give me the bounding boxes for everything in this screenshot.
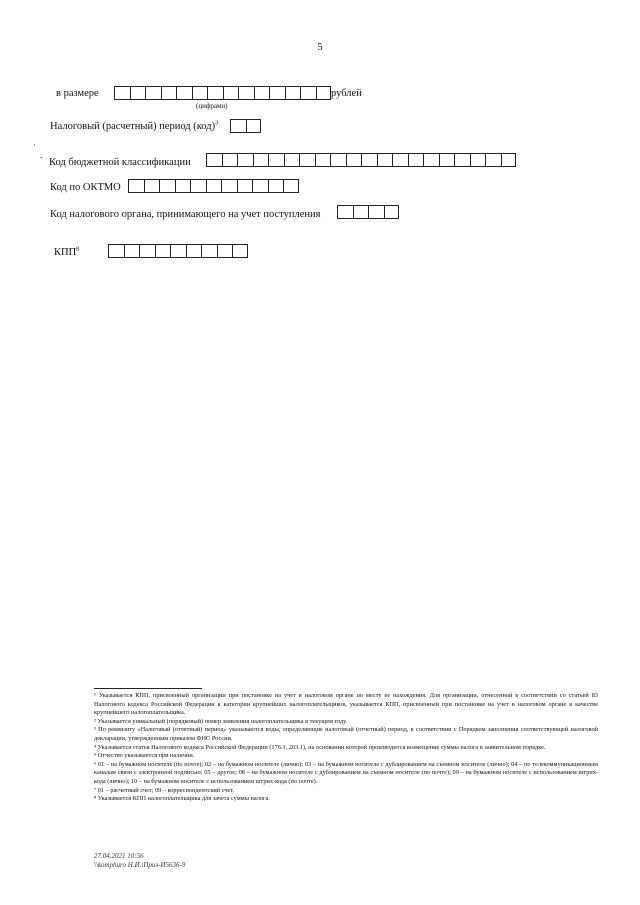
- input-cell[interactable]: [284, 153, 300, 167]
- input-cell[interactable]: [253, 153, 269, 167]
- input-cell[interactable]: [176, 86, 192, 100]
- input-cell[interactable]: [392, 153, 408, 167]
- input-cell[interactable]: [377, 153, 393, 167]
- footnote-4: ⁴ Указывается статья Налогового кодекса Российской Федерации (176.1, 203.1), на основании которой производится возмещение суммы налога в заявительном порядке.: [94, 743, 546, 751]
- input-cell[interactable]: [252, 179, 268, 193]
- input-cell[interactable]: [145, 86, 161, 100]
- input-cell[interactable]: [470, 153, 486, 167]
- print-stamp: [94, 852, 185, 870]
- tax-period-label: [50, 121, 218, 132]
- tax-authority-label: Код налогового органа, принимающего на учет поступления: [50, 209, 321, 220]
- input-cell[interactable]: [361, 153, 377, 167]
- margin-mark: ·: [33, 140, 36, 150]
- oktmo-label: Код по ОКТМО: [50, 182, 121, 193]
- footnote-6: ⁶ 01 – на бумажном носителе (по почте); 02 – на бумажном носителе (лично); 03 – на бумажном носителе с дублированием на съемном носителе (лично); 04 – по телекоммуникационным каналам связи с электронной подписью; 05 – другое; 08 – на бумажном носителе с дублированием на съемном носителе (по почте); 09 – на бумажном носителе с использованием штрих-кода (лично); 10 – на бумажном носителе с использованием штрих-кода (по почте).: [94, 760, 598, 785]
- kpp-footnote-ref: 8: [76, 245, 80, 253]
- footnote-5: ⁵ Отчество указывается при наличии.: [94, 752, 195, 760]
- footnote-3: ³ По реквизиту «Налоговый (отчетный) период» указываются коды, определяющие налоговый (отчетный) период, в соответствии с Порядком заполнения соответствующей налоговой декларации, утвержденным приказом ФНС России.: [94, 726, 598, 742]
- footnote-rule: [94, 688, 202, 689]
- input-cell[interactable]: [170, 244, 186, 258]
- input-cell[interactable]: [108, 244, 124, 258]
- input-cell[interactable]: [222, 153, 238, 167]
- input-cell[interactable]: [346, 153, 362, 167]
- input-cell[interactable]: [268, 179, 284, 193]
- input-cell[interactable]: [238, 86, 254, 100]
- input-cell[interactable]: [316, 86, 332, 100]
- input-cell[interactable]: [246, 119, 262, 133]
- input-cell[interactable]: [144, 179, 160, 193]
- input-cell[interactable]: [283, 179, 299, 193]
- input-cell[interactable]: [223, 86, 239, 100]
- input-cell[interactable]: [159, 179, 175, 193]
- input-cell[interactable]: [124, 244, 140, 258]
- page-number: 5: [317, 42, 323, 53]
- input-cell[interactable]: [175, 179, 191, 193]
- input-cell[interactable]: [423, 153, 439, 167]
- input-cell[interactable]: [207, 86, 223, 100]
- input-cell[interactable]: [501, 153, 517, 167]
- footnotes: [94, 692, 598, 804]
- input-cell[interactable]: [192, 86, 208, 100]
- kpp-cells[interactable]: [108, 244, 248, 258]
- input-cell[interactable]: [201, 244, 217, 258]
- oktmo-cells[interactable]: [128, 179, 299, 193]
- input-cell[interactable]: [353, 205, 369, 219]
- input-cell[interactable]: [186, 244, 202, 258]
- footnote-2: ² Указывается уникальный (порядковый) номер заявления налогоплательщика в текущем году.: [94, 717, 348, 725]
- input-cell[interactable]: [454, 153, 470, 167]
- input-cell[interactable]: [217, 244, 233, 258]
- input-cell[interactable]: [485, 153, 501, 167]
- kpp-label-text: КПП: [54, 247, 77, 258]
- input-cell[interactable]: [221, 179, 237, 193]
- input-cell[interactable]: [206, 179, 222, 193]
- amount-label: в размере: [56, 88, 99, 99]
- amount-hint: (цифрами): [196, 102, 228, 110]
- input-cell[interactable]: [300, 86, 316, 100]
- input-cell[interactable]: [268, 153, 284, 167]
- input-cell[interactable]: [190, 179, 206, 193]
- tax-period-footnote-ref: 3: [215, 119, 219, 127]
- input-cell[interactable]: [237, 179, 253, 193]
- input-cell[interactable]: [269, 86, 285, 100]
- input-cell[interactable]: [337, 205, 353, 219]
- input-cell[interactable]: [114, 86, 130, 100]
- input-cell[interactable]: [155, 244, 171, 258]
- input-cell[interactable]: [299, 153, 315, 167]
- input-cell[interactable]: [384, 205, 400, 219]
- input-cell[interactable]: [439, 153, 455, 167]
- input-cell[interactable]: [232, 244, 248, 258]
- kpp-label: [54, 247, 79, 258]
- input-cell[interactable]: [139, 244, 155, 258]
- amount-suffix: рублей: [331, 88, 362, 99]
- footnote-7: ⁷ 01 – расчетный счет; 09 – корреспондентский счет.: [94, 786, 235, 794]
- kbk-label: Код бюджетной классификации: [49, 157, 191, 168]
- input-cell[interactable]: [128, 179, 144, 193]
- kbk-cells[interactable]: [206, 153, 516, 167]
- input-cell[interactable]: [230, 119, 246, 133]
- input-cell[interactable]: [285, 86, 301, 100]
- input-cell[interactable]: [130, 86, 146, 100]
- input-cell[interactable]: [330, 153, 346, 167]
- footnote-1: ¹ Указывается КПП, присвоенный организации при постановке на учет в налоговом органе по месту ее нахождения. Для организации, отнесенной в соответствии со статьей 83 Налогового кодекса Российской Федерации к категории крупнейших налогоплательщиков, указывается КПП, присвоенный при постановке на учет в налоговом органе в качестве крупнейшего налогоплательщика.: [94, 692, 598, 717]
- print-stamp-date: 27.04.2021 10:56: [94, 852, 144, 860]
- input-cell[interactable]: [161, 86, 177, 100]
- input-cell[interactable]: [368, 205, 384, 219]
- footnote-8: ⁸ Указывается КПП налогоплательщика для зачета суммы налога.: [94, 795, 270, 803]
- input-cell[interactable]: [315, 153, 331, 167]
- amount-cells[interactable]: [114, 86, 331, 100]
- input-cell[interactable]: [408, 153, 424, 167]
- tax-period-cells[interactable]: [230, 119, 261, 133]
- input-cell[interactable]: [237, 153, 253, 167]
- margin-mark: -: [40, 152, 43, 162]
- input-cell[interactable]: [206, 153, 222, 167]
- input-cell[interactable]: [254, 86, 270, 100]
- tax-authority-cells[interactable]: [337, 205, 399, 219]
- print-stamp-path: \\komphuro Н.И.\Приз-И5636-9: [94, 861, 186, 869]
- tax-period-label-text: Налоговый (расчетный) период (код): [50, 121, 216, 132]
